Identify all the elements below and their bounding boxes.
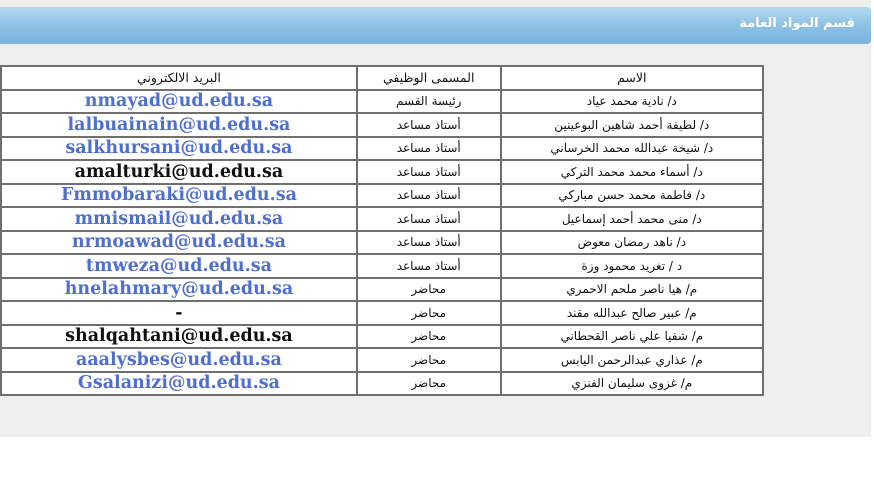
email-link: shalqahtani@ud.edu.sa [1,325,357,349]
job-title-cell: أستاذ مساعد [357,160,501,184]
table-row [1,301,763,325]
job-title-cell: محاضر [357,372,501,396]
job-title-cell: محاضر [357,348,501,372]
job-title-cell: أستاذ مساعد [357,137,501,161]
job-title-cell: أستاذ مساعد [357,113,501,137]
job-title-cell: محاضر [357,278,501,302]
job-title-cell: أستاذ مساعد [357,231,501,255]
staff-table [0,65,764,396]
section-header-bar [0,7,871,44]
email-link[interactable]: Gsalanizi@ud.edu.sa [1,372,357,396]
email-link[interactable]: salkhursani@ud.edu.sa [1,137,357,161]
table-row [1,325,763,349]
column-header-title: المسمى الوظيفي [357,66,501,90]
name-cell: د/ فاطمة محمد حسن مباركي [501,184,763,208]
section-title: قسم المواد العامة [739,16,855,31]
email-link[interactable]: tmweza@ud.edu.sa [1,254,357,278]
email-link[interactable]: mmismail@ud.edu.sa [1,207,357,231]
table-row [1,372,763,396]
name-cell: م/ هيا ناصر ملحم الاحمري [501,278,763,302]
name-cell: م/ شفيا علي ناصر القحطاني [501,325,763,349]
table-row [1,90,763,114]
email-link[interactable]: nmayad@ud.edu.sa [1,90,357,114]
email-link[interactable]: nrmoawad@ud.edu.sa [1,231,357,255]
table-row [1,254,763,278]
table-row [1,184,763,208]
job-title-cell: أستاذ مساعد [357,184,501,208]
name-cell: د/ ناهد رمضان معوض [501,231,763,255]
table-row [1,113,763,137]
name-cell: م/ عذاري عبدالرحمن اليابس [501,348,763,372]
name-cell: د/ نادية محمد عياد [501,90,763,114]
name-cell: م/ غزوى سليمان الفنزي [501,372,763,396]
email-link: amalturki@ud.edu.sa [1,160,357,184]
name-cell: د/ أسماء محمد محمد التركي [501,160,763,184]
job-title-cell: أستاذ مساعد [357,254,501,278]
column-header-name: الاسم [501,66,763,90]
email-link[interactable]: lalbuainain@ud.edu.sa [1,113,357,137]
table-header-row [1,66,763,90]
email-link[interactable]: Fmmobaraki@ud.edu.sa [1,184,357,208]
name-cell: م/ عبير صالح عبدالله مقند [501,301,763,325]
name-cell: د/ لطيفة أحمد شاهين البوعينين [501,113,763,137]
job-title-cell: رئيسة القسم [357,90,501,114]
table-row [1,278,763,302]
job-title-cell: محاضر [357,301,501,325]
email-link[interactable]: aaalysbes@ud.edu.sa [1,348,357,372]
column-header-email: البريد الالكتروني [1,66,357,90]
table-row [1,207,763,231]
job-title-cell: أستاذ مساعد [357,207,501,231]
table-row [1,160,763,184]
table-row [1,348,763,372]
name-cell: د/ شيخة عبدالله محمد الخرساني [501,137,763,161]
job-title-cell: محاضر [357,325,501,349]
name-cell: د/ منى محمد أحمد إسماعيل [501,207,763,231]
table-row [1,231,763,255]
email-link[interactable]: hnelahmary@ud.edu.sa [1,278,357,302]
email-cell-empty: - [1,301,357,325]
name-cell: د / تغريد محمود وزة [501,254,763,278]
table-row [1,137,763,161]
